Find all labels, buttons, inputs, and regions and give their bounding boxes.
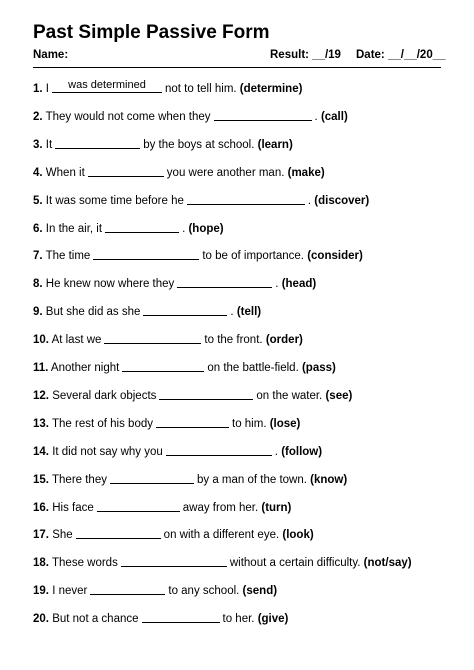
verb-hint: (know) [310,473,348,486]
answer-blank[interactable] [90,581,165,595]
item-number: 9. [33,306,43,319]
item-number: 16. [33,501,49,514]
sentence-start: At last we [51,334,102,347]
exercise-item [33,218,224,238]
verb-hint: (follow) [281,445,323,458]
sentence-start: I never [52,585,88,598]
verb-hint: (tell) [236,306,262,319]
sentence-end: away from her. [182,501,259,514]
sentence-end: . [314,110,318,123]
sentence-end: you were another man. [166,166,285,179]
sentence-end: . [274,445,278,458]
item-number: 19. [33,585,49,598]
answer-blank[interactable] [143,302,227,316]
exercise-item [33,357,336,377]
answer-blank[interactable] [105,219,179,233]
exercise-item [33,469,347,489]
answer-blank[interactable] [166,442,272,456]
sentence-start: These words [52,557,118,570]
exercise-item [33,413,300,433]
item-number: 17. [33,529,49,542]
answer-blank[interactable] [97,498,180,512]
item-number: 7. [33,250,43,263]
sentence-end: to any school. [168,585,240,598]
item-number: 4. [33,166,43,179]
sentence-start: They would not come when they [45,110,211,123]
verb-hint: (consider) [307,250,363,263]
sentence-start: The rest of his body [52,417,153,430]
name-label: Name: [33,49,69,61]
item-number: 3. [33,138,43,151]
answer-blank[interactable] [52,79,162,93]
item-number: 20. [33,613,49,626]
sentence-start: His face [52,501,94,514]
verb-hint: (learn) [257,138,293,151]
date-label: Date: __/__/20__ [356,49,446,61]
verb-hint: (not/say) [363,557,412,570]
sentence-start: In the air, it [45,222,103,235]
sentence-end: not to tell him. [165,83,237,95]
answer-blank[interactable] [88,163,164,177]
item-number: 10. [33,334,49,347]
sentence-end: to him. [232,417,267,430]
header-divider [33,67,441,68]
sentence-start: It was some time before he [45,194,184,207]
answer-text: was determined [68,79,146,91]
answer-blank[interactable] [110,470,194,484]
answer-blank[interactable] [156,414,229,428]
item-number: 18. [33,557,49,570]
verb-hint: (order) [265,334,303,347]
answer-blank[interactable] [104,330,201,344]
answer-blank[interactable] [159,386,253,400]
exercise-item [33,580,277,600]
sentence-start: Several dark objects [52,389,157,402]
exercise-item [33,608,288,628]
exercise-item [33,245,363,265]
exercise-item [33,162,325,182]
sentence-start: There they [52,473,107,486]
exercise-item [33,552,412,572]
sentence-start: I [45,83,49,95]
sentence-start: The time [45,250,91,263]
exercise-item [33,329,303,349]
answer-blank[interactable] [187,191,305,205]
item-number: 8. [33,278,43,291]
sentence-start: Another night [50,362,120,374]
answer-blank[interactable] [214,107,312,121]
verb-hint: (turn) [261,501,292,514]
exercise-item [33,190,369,210]
verb-hint: (hope) [188,222,224,235]
verb-hint: (look) [282,529,314,542]
sentence-start: It did not say why you [52,445,163,458]
exercise-item [33,497,291,517]
answer-blank[interactable] [121,553,227,567]
sentence-end: . [307,194,312,207]
item-number: 13. [33,417,49,430]
exercise-item [33,78,302,98]
verb-hint: (send) [242,585,278,598]
verb-hint: (pass) [301,362,336,374]
sentence-end: . [275,278,279,291]
sentence-end: . [230,306,234,319]
verb-hint: (see) [325,389,353,402]
item-number: 14. [33,445,49,458]
sentence-start: It [45,138,53,151]
sentence-end: on the battle-field. [207,362,299,374]
verb-hint: (give) [257,613,289,626]
answer-blank[interactable] [55,135,140,149]
exercise-item [33,106,348,126]
item-number: 15. [33,473,49,486]
verb-hint: (head) [281,278,317,291]
exercise-item [33,273,316,293]
sentence-end: to the front. [204,334,263,347]
exercise-item [33,301,261,321]
sentence-start: But not a chance [52,613,139,626]
exercise-item [33,385,352,405]
exercise-item [33,134,293,154]
answer-blank[interactable] [142,609,220,623]
answer-blank[interactable] [177,274,272,288]
item-number: 1. [33,83,43,95]
result-label: Result: __/19 [270,49,341,61]
item-number: 12. [33,389,49,402]
sentence-start: She [52,529,73,542]
item-number: 5. [33,194,43,207]
sentence-end: by the boys at school. [143,138,255,151]
answer-blank[interactable] [76,525,161,539]
verb-hint: (determine) [239,83,303,95]
answer-blank[interactable] [122,358,204,372]
page-title: Past Simple Passive Form [33,22,270,43]
sentence-end: to her. [222,613,255,626]
exercise-item [33,524,314,544]
sentence-end: by a man of the town. [196,473,307,486]
sentence-end: to be of importance. [202,250,304,263]
item-number: 11. [33,362,49,374]
sentence-start: He knew now where they [45,278,175,291]
sentence-end: on the water. [256,389,323,402]
sentence-end: without a certain difficulty. [229,557,361,570]
verb-hint: (discover) [314,194,370,207]
item-number: 6. [33,222,43,235]
sentence-start: When it [45,166,85,179]
exercise-item [33,441,322,461]
sentence-end: . [182,222,186,235]
sentence-start: But she did as she [45,306,141,319]
answer-blank[interactable] [93,246,199,260]
item-number: 2. [33,110,43,123]
sentence-end: on with a different eye. [163,529,280,542]
verb-hint: (call) [320,110,348,123]
verb-hint: (lose) [269,417,301,430]
verb-hint: (make) [287,166,325,179]
